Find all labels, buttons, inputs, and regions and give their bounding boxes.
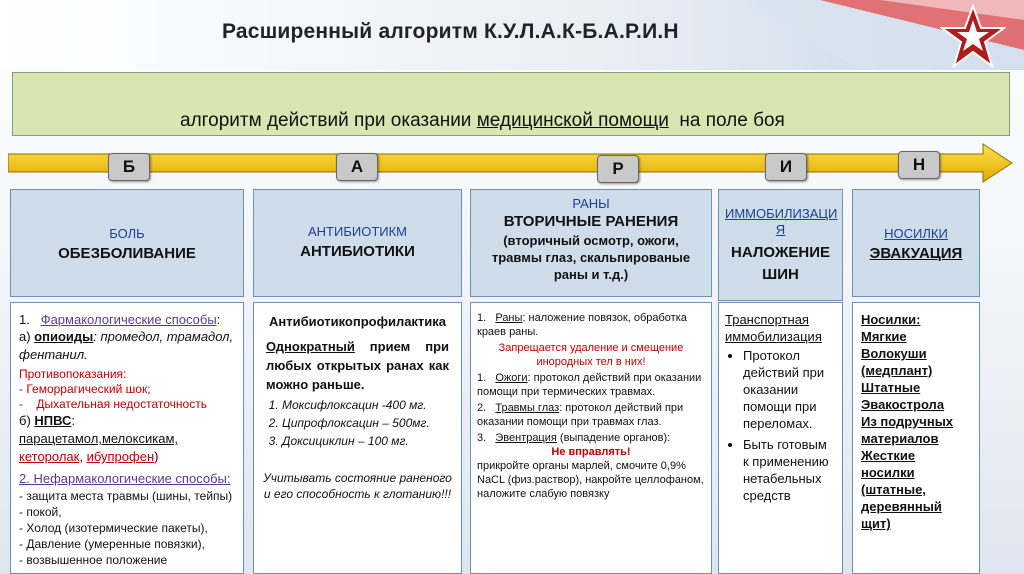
evac-item: Жесткие носилки (штатные, деревянный щит) bbox=[861, 448, 942, 531]
nonpharm-item: - возвышенное положение bbox=[19, 553, 168, 567]
evac-item: Мягкие bbox=[861, 329, 907, 344]
step-badge-n: Н bbox=[898, 151, 940, 179]
nonpharm-item: - Давление (умеренные повязки), bbox=[19, 537, 205, 551]
column-main-label: АНТИБИОТИКИ bbox=[300, 243, 415, 260]
contra-item-text: Дыхательная недостаточность bbox=[36, 397, 207, 411]
column-header-antibiotics bbox=[253, 189, 462, 297]
column-small-label: РАНЫ bbox=[572, 196, 610, 211]
pharm-line: 1. Фармакологические способы: bbox=[19, 312, 221, 327]
column-small-label: ИММОБИЛИЗАЦИ Я bbox=[725, 206, 838, 237]
nonpharm-item: - Холод (изотермические пакеты), bbox=[19, 521, 208, 535]
banner-pre: алгоритм действий при оказании bbox=[180, 110, 477, 131]
evac-item: Носилки: bbox=[861, 312, 921, 327]
contra-item: - Дыхательная недостаточность bbox=[19, 397, 207, 411]
wound-label: Травмы глаз bbox=[495, 402, 560, 414]
column-header-wounds bbox=[470, 189, 712, 297]
pharm-heading: Фармакологические способы bbox=[40, 312, 217, 327]
wound-text: : наложение повязок, обработка краев раны. bbox=[477, 312, 687, 338]
nonpharm-heading: 2. Нефармакологические способы: bbox=[19, 471, 231, 486]
antibiotic-heading: Антибиотикопрофилактика bbox=[268, 314, 447, 329]
wound-label: Эвентрация bbox=[495, 432, 557, 444]
wound-warning: Запрещается удаление и смещение инородных тел в них! bbox=[498, 342, 684, 368]
antibiotic-main bbox=[262, 337, 453, 394]
wound-label: Ожоги bbox=[495, 372, 528, 384]
star-logo-icon bbox=[940, 4, 1006, 70]
wound-item-1: 1. Раны: наложение повязок, обработка краев раны. bbox=[477, 312, 687, 338]
nonpharm-item: - защита места травмы (шины, тейпы) bbox=[19, 489, 233, 503]
wound-item-4: 3. Эвентрация (выпадение органов): bbox=[477, 432, 671, 444]
column-main-label: ВТОРИЧНЫЕ РАНЕНИЯ bbox=[503, 213, 679, 230]
immobilization-heading: Транспортная иммобилизация bbox=[725, 312, 822, 344]
column-main-label: ЭВАКУАЦИЯ bbox=[869, 245, 963, 262]
wound-text: : протокол действий при оказании помощи при травмах глаз. bbox=[477, 402, 684, 428]
column-small-label: АНТИБИОТИКМ bbox=[307, 224, 408, 239]
wound-item-2: 1. Ожоги: протокол действий при оказании помощи при термических травмах. bbox=[477, 372, 702, 398]
column-main-label: НАЛОЖЕНИЕ ШИН bbox=[730, 244, 831, 283]
wound-text: : протокол действий при оказании помощи при термических травмах. bbox=[477, 372, 702, 398]
antibiotic-main-text: прием при любых открытых ранах как можно раньше. bbox=[266, 339, 449, 392]
step-badge-b: Б bbox=[108, 153, 150, 181]
column-sub-label: (вторичный осмотр, ожоги, травмы глаз, скальпированые раны и т.д.) bbox=[491, 233, 691, 282]
wound-label: Раны bbox=[495, 312, 523, 324]
wounds-details bbox=[470, 302, 712, 574]
opioids-line: а) опиоиды: промедол, трамадол, фентанил. bbox=[19, 329, 234, 362]
column-header-immobilization bbox=[718, 189, 843, 301]
step-badge-a: А bbox=[336, 153, 378, 181]
banner-text bbox=[180, 110, 785, 132]
column-small-label: БОЛЬ bbox=[109, 226, 145, 241]
column-small-label: НОСИЛКИ bbox=[884, 226, 948, 241]
wound-text: (выпадение органов): bbox=[556, 432, 671, 444]
contra-item: - Геморрагический шок; bbox=[19, 382, 151, 396]
dose-list bbox=[262, 396, 453, 450]
timeline-arrow bbox=[8, 142, 1014, 184]
nsaid-text: парацетамол,мелоксикам, bbox=[19, 431, 178, 446]
no-reduce-warning: Не вправлять! bbox=[551, 446, 631, 458]
antibiotic-note: Учитывать состояние раненого и его способность к глотанию!!! bbox=[263, 471, 452, 501]
page-title: Расширенный алгоритм К.У.Л.А.К-Б.А.Р.И.Н bbox=[222, 20, 679, 43]
column-header-evacuation bbox=[852, 189, 980, 297]
banner-underlined: медицинской помощи bbox=[476, 110, 669, 131]
evac-item: Волокуши (медплант) bbox=[861, 346, 933, 378]
nsaid-label: НПВС bbox=[34, 413, 72, 428]
dose-item: 1. Моксифлоксацин -400 мг. bbox=[282, 396, 453, 414]
wound-item-3: 2. Травмы глаз: протокол действий при оказании помощи при травмах глаз. bbox=[477, 402, 684, 428]
opioids-label: опиоиды bbox=[34, 329, 94, 344]
evac-item: Из подручных материалов bbox=[861, 414, 954, 446]
banner-post: на поле боя bbox=[668, 110, 785, 131]
nsaid-red: кеторолак bbox=[19, 449, 80, 464]
dose-item: 2. Ципрофлоксацин – 500мг. bbox=[282, 414, 453, 432]
nsaid-red2: ибупрофен bbox=[86, 449, 155, 464]
dose-item: 3. Доксициклин – 100 мг. bbox=[282, 432, 453, 450]
column-header-pain bbox=[10, 189, 244, 297]
opioids-text: : промедол, трамадол, фентанил. bbox=[19, 329, 234, 362]
pain-details bbox=[10, 302, 244, 574]
evac-item: Штатные bbox=[861, 380, 921, 395]
immobilization-list bbox=[725, 347, 836, 504]
nonpharm-item: - покой, bbox=[19, 505, 62, 519]
once-label: Однократный bbox=[266, 339, 355, 354]
nsaid-red-line: кеторолак, ибупрофен) bbox=[19, 449, 159, 464]
eventration-text: прикройте органы марлей, смочите 0,9% NaCL (физ.раствор), накройте целлофаном, наложите слабую повязку bbox=[477, 460, 704, 500]
evac-item: Эвакострола bbox=[861, 397, 945, 412]
column-main-label: ОБЕЗБОЛИВАНИЕ bbox=[58, 245, 196, 262]
step-badge-r: Р bbox=[597, 155, 639, 183]
antibiotic-details bbox=[253, 302, 462, 574]
step-badge-i: И bbox=[765, 153, 807, 181]
immobilization-item: • Протокол действий при оказании помощи при переломах. bbox=[743, 347, 836, 432]
nsaid-line: б) НПВС: парацетамол,мелоксикам, bbox=[19, 413, 178, 446]
contra-heading: Противопоказания: bbox=[19, 367, 127, 381]
immobilization-item: • Быть готовым к применению нетабельных средств bbox=[743, 436, 836, 504]
evacuation-details bbox=[852, 302, 980, 574]
immobilization-details bbox=[718, 302, 843, 574]
